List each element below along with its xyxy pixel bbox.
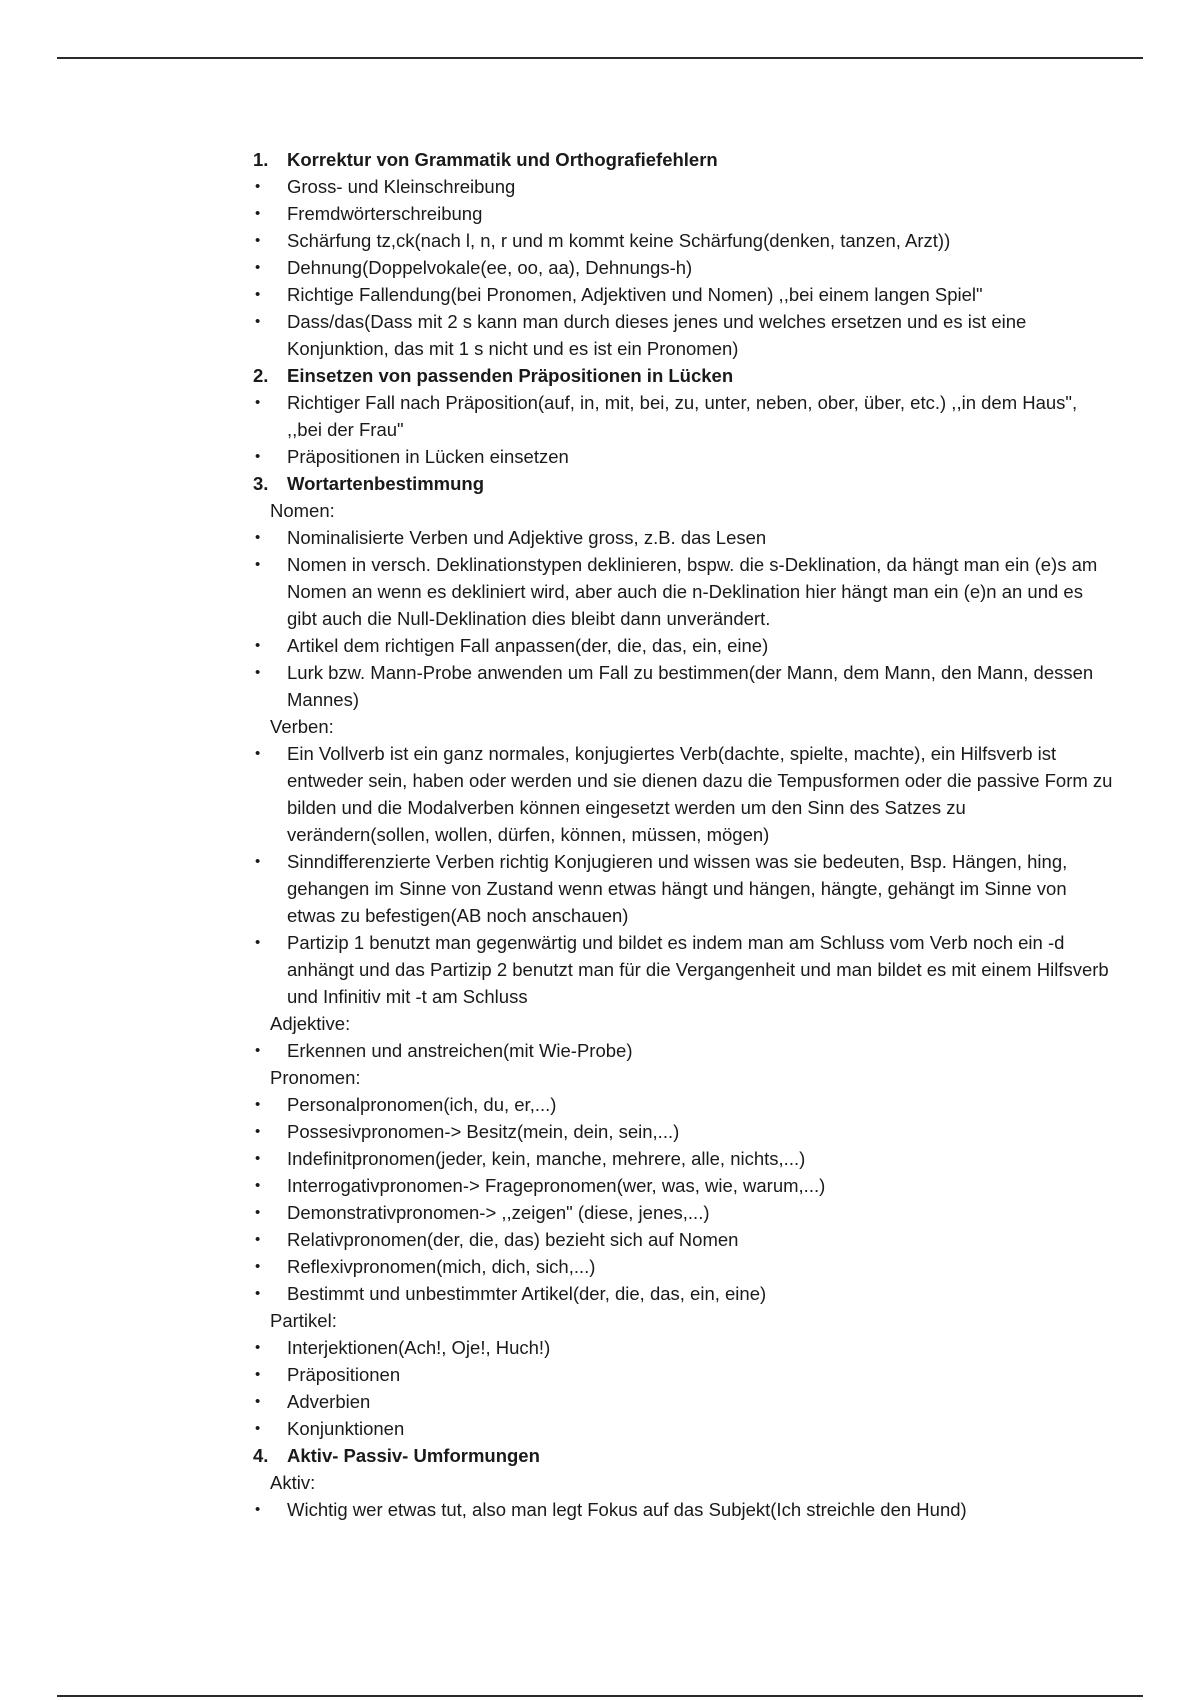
- bullet-text: Dass/das(Dass mit 2 s kann man durch dieses jenes und welches ersetzen und es ist eine Konjunktion, das mit 1 s nicht und es ist ein Pronomen): [287, 311, 1027, 359]
- bullet-item: [253, 632, 1113, 659]
- bullet-icon: •: [255, 1123, 261, 1140]
- bullet-text: Schärfung tz,ck(nach l, n, r und m kommt keine Schärfung(denken, tanzen, Arzt)): [287, 230, 951, 251]
- bullet-icon: •: [255, 745, 261, 762]
- bullet-item: [253, 551, 1113, 632]
- section-title: Aktiv- Passiv- Umformungen: [287, 1445, 540, 1466]
- footer-rule: [57, 1695, 1143, 1697]
- section-title: Einsetzen von passenden Präpositionen in Lücken: [287, 365, 734, 386]
- subsection-label: [253, 1469, 1113, 1496]
- section-heading: [253, 362, 1113, 389]
- bullet-text: Lurk bzw. Mann-Probe anwenden um Fall zu bestimmen(der Mann, dem Mann, den Mann, dessen Mannes): [287, 662, 1094, 710]
- bullet-text: Artikel dem richtigen Fall anpassen(der, die, das, ein, eine): [287, 635, 769, 656]
- bullet-item: [253, 254, 1113, 281]
- bullet-text: Nomen in versch. Deklinationstypen deklinieren, bspw. die s-Deklination, da hängt man ein (e)s am Nomen an wenn es dekliniert wird, aber auch die n-Deklination hier hängt man ein (e)n an und es gibt auch die Null-Deklination dies bleibt dann unverändert.: [287, 554, 1098, 629]
- bullet-text: Erkennen und anstreichen(mit Wie-Probe): [287, 1040, 633, 1061]
- bullet-icon: •: [255, 313, 261, 330]
- bullet-item: [253, 1091, 1113, 1118]
- bullet-icon: •: [255, 1177, 261, 1194]
- bullet-icon: •: [255, 232, 261, 249]
- bullet-text: Präpositionen: [287, 1364, 401, 1385]
- bullet-item: [253, 227, 1113, 254]
- subsection-label: [253, 497, 1113, 524]
- bullet-text: Possesivpronomen-> Besitz(mein, dein, sein,...): [287, 1121, 680, 1142]
- bullet-text: Dehnung(Doppelvokale(ee, oo, aa), Dehnungs-h): [287, 257, 693, 278]
- subsection-label: [253, 1010, 1113, 1037]
- bullet-text: Interjektionen(Ach!, Oje!, Huch!): [287, 1337, 551, 1358]
- document-body: [253, 146, 1113, 1523]
- subsection-label: [253, 1064, 1113, 1091]
- subsection-label: [253, 1307, 1113, 1334]
- bullet-item: [253, 281, 1113, 308]
- bullet-text: Gross- und Kleinschreibung: [287, 176, 516, 197]
- bullet-icon: •: [255, 1285, 261, 1302]
- bullet-icon: •: [255, 1042, 261, 1059]
- bullet-item: [253, 389, 1113, 443]
- bullet-text: Relativpronomen(der, die, das) bezieht sich auf Nomen: [287, 1229, 739, 1250]
- section-heading: [253, 470, 1113, 497]
- label-text: Verben:: [270, 716, 334, 737]
- bullet-icon: •: [255, 1420, 261, 1437]
- bullet-item: [253, 1199, 1113, 1226]
- bullet-item: [253, 524, 1113, 551]
- bullet-text: Fremdwörterschreibung: [287, 203, 483, 224]
- bullet-item: [253, 659, 1113, 713]
- bullet-text: Richtiger Fall nach Präposition(auf, in, mit, bei, zu, unter, neben, ober, über, etc.) ,,in dem Haus", ,,bei der Frau": [287, 392, 1078, 440]
- bullet-text: Indefinitpronomen(jeder, kein, manche, mehrere, alle, nichts,...): [287, 1148, 806, 1169]
- bullet-text: Adverbien: [287, 1391, 371, 1412]
- section-title: Wortartenbestimmung: [287, 473, 485, 494]
- header-rule: [57, 57, 1143, 59]
- bullet-icon: •: [255, 205, 261, 222]
- section-number: 3.: [253, 473, 269, 494]
- bullet-text: Personalpronomen(ich, du, er,...): [287, 1094, 557, 1115]
- bullet-icon: •: [255, 259, 261, 276]
- section-number: 1.: [253, 149, 269, 170]
- label-text: Aktiv:: [270, 1472, 316, 1493]
- bullet-item: [253, 308, 1113, 362]
- bullet-icon: •: [255, 556, 261, 573]
- label-text: Adjektive:: [270, 1013, 351, 1034]
- bullet-text: Partizip 1 benutzt man gegenwärtig und bildet es indem man am Schluss vom Verb noch ein -d anhängt und das Partizip 2 benutzt man für die Vergangenheit und man bildet es mit einem Hilfsverb und Infinitiv mit -t am Schluss: [287, 932, 1109, 1007]
- bullet-icon: •: [255, 1501, 261, 1518]
- bullet-icon: •: [255, 1231, 261, 1248]
- bullet-item: [253, 1172, 1113, 1199]
- bullet-icon: •: [255, 1393, 261, 1410]
- bullet-icon: •: [255, 1096, 261, 1113]
- bullet-icon: •: [255, 664, 261, 681]
- section-heading: [253, 1442, 1113, 1469]
- bullet-item: [253, 740, 1113, 848]
- bullet-text: Demonstrativpronomen-> ,,zeigen" (diese, jenes,...): [287, 1202, 710, 1223]
- bullet-icon: •: [255, 1258, 261, 1275]
- label-text: Nomen:: [270, 500, 335, 521]
- bullet-text: Konjunktionen: [287, 1418, 405, 1439]
- bullet-icon: •: [255, 394, 261, 411]
- bullet-item: [253, 200, 1113, 227]
- bullet-item: [253, 848, 1113, 929]
- bullet-text: Interrogativpronomen-> Fragepronomen(wer, was, wie, warum,...): [287, 1175, 826, 1196]
- bullet-icon: •: [255, 637, 261, 654]
- bullet-text: Bestimmt und unbestimmter Artikel(der, die, das, ein, eine): [287, 1283, 767, 1304]
- section-number: 2.: [253, 365, 269, 386]
- bullet-item: [253, 1388, 1113, 1415]
- bullet-icon: •: [255, 1150, 261, 1167]
- bullet-text: Nominalisierte Verben und Adjektive gross, z.B. das Lesen: [287, 527, 767, 548]
- bullet-text: Sinndifferenzierte Verben richtig Konjugieren und wissen was sie bedeuten, Bsp. Hängen, hing, gehangen im Sinne von Zustand wenn etwas hängt und hängen, hängte, gehängt im Sinne von etwas zu befestigen(AB noch anschauen): [287, 851, 1068, 926]
- bullet-item: [253, 1037, 1113, 1064]
- section-number: 4.: [253, 1445, 269, 1466]
- bullet-icon: •: [255, 286, 261, 303]
- bullet-icon: •: [255, 178, 261, 195]
- bullet-item: [253, 1226, 1113, 1253]
- bullet-text: Reflexivpronomen(mich, dich, sich,...): [287, 1256, 596, 1277]
- bullet-item: [253, 929, 1113, 1010]
- section-title: Korrektur von Grammatik und Orthografiefehlern: [287, 149, 718, 170]
- bullet-item: [253, 443, 1113, 470]
- bullet-item: [253, 1415, 1113, 1442]
- bullet-item: [253, 1280, 1113, 1307]
- bullet-text: Ein Vollverb ist ein ganz normales, konjugiertes Verb(dachte, spielte, machte), ein Hilfsverb ist entweder sein, haben oder werden und sie dienen dazu die Tempusformen oder die passive Form zu bilden und die Modalverben können eingesetzt werden um den Sinn des Satzes zu verändern(sollen, wollen, dürfen, können, müssen, mögen): [287, 743, 1113, 845]
- bullet-item: [253, 173, 1113, 200]
- bullet-icon: •: [255, 448, 261, 465]
- bullet-icon: •: [255, 1366, 261, 1383]
- bullet-item: [253, 1145, 1113, 1172]
- bullet-icon: •: [255, 853, 261, 870]
- bullet-text: Präpositionen in Lücken einsetzen: [287, 446, 569, 467]
- bullet-icon: •: [255, 934, 261, 951]
- label-text: Partikel:: [270, 1310, 337, 1331]
- section-heading: [253, 146, 1113, 173]
- bullet-text: Richtige Fallendung(bei Pronomen, Adjektiven und Nomen) ,,bei einem langen Spiel": [287, 284, 983, 305]
- label-text: Pronomen:: [270, 1067, 361, 1088]
- bullet-icon: •: [255, 529, 261, 546]
- bullet-item: [253, 1496, 1113, 1523]
- bullet-item: [253, 1361, 1113, 1388]
- bullet-item: [253, 1334, 1113, 1361]
- bullet-item: [253, 1118, 1113, 1145]
- bullet-text: Wichtig wer etwas tut, also man legt Fokus auf das Subjekt(Ich streichle den Hund): [287, 1499, 967, 1520]
- bullet-item: [253, 1253, 1113, 1280]
- subsection-label: [253, 713, 1113, 740]
- bullet-icon: •: [255, 1204, 261, 1221]
- bullet-icon: •: [255, 1339, 261, 1356]
